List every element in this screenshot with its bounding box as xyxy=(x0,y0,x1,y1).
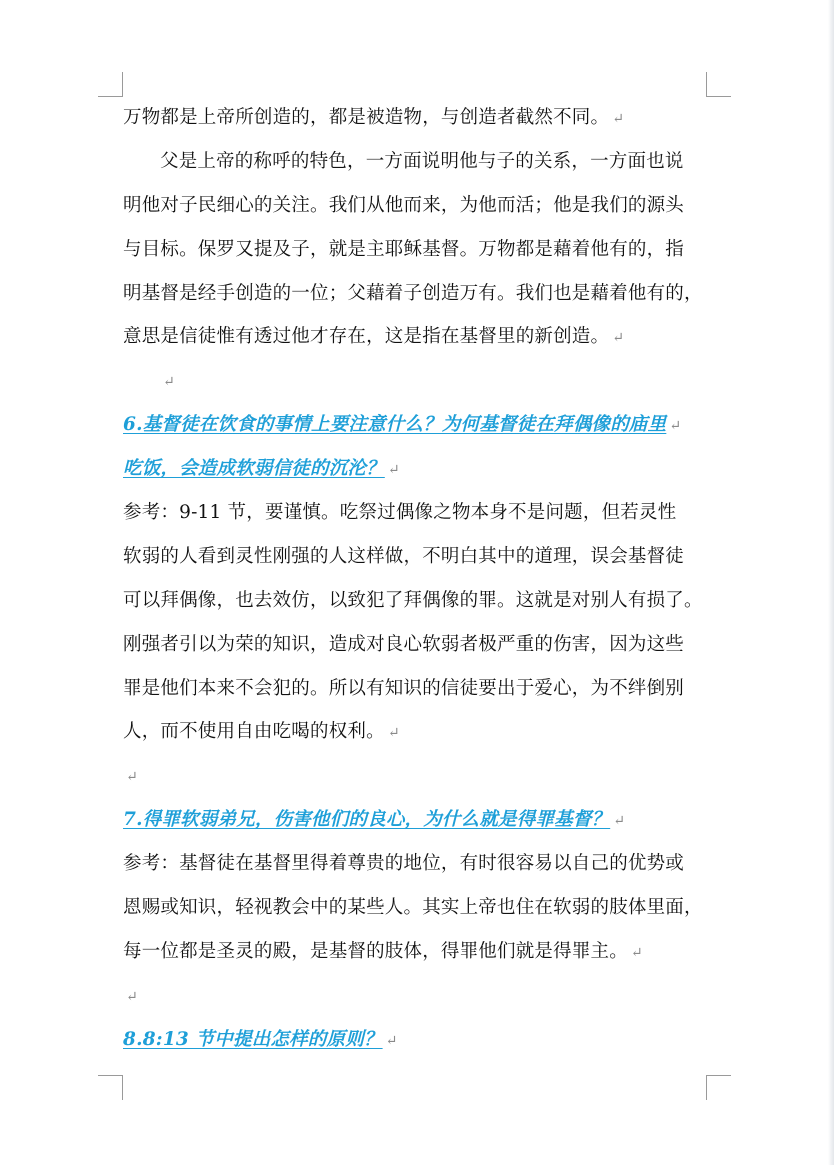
paragraph-mark-icon: ↵ xyxy=(126,769,138,786)
empty-paragraph xyxy=(123,359,708,403)
paragraph-line xyxy=(123,140,708,184)
line-text: 可以拜偶像，也去效仿，以致犯了拜偶像的罪。这就是对别人有损了。 xyxy=(123,589,703,611)
paragraph-mark-icon: ↵ xyxy=(126,988,138,1005)
paragraph-line xyxy=(123,710,708,754)
paragraph-line xyxy=(123,96,708,140)
line-text: 明基督是经手创造的一位；父藉着子创造万有。我们也是藉着他有的， xyxy=(123,282,703,304)
paragraph-line xyxy=(123,184,708,228)
paragraph-mark-icon: ↵ xyxy=(669,418,682,435)
paragraph-mark-icon: ↵ xyxy=(387,462,400,479)
paragraph-line xyxy=(123,228,708,272)
document-body[interactable] xyxy=(123,96,708,1062)
paragraph-line xyxy=(123,842,708,886)
line-text: 吃饭，会造成软弱信徒的沉沦？ xyxy=(123,458,385,480)
line-text: 软弱的人看到灵性刚强的人这样做，不明白其中的道理，误会基督徒 xyxy=(123,545,685,567)
paragraph-line xyxy=(123,623,708,667)
question-heading-line xyxy=(123,1018,708,1062)
line-text: 意思是信徒惟有透过他才存在，这是指在基督里的新创造。 xyxy=(123,326,610,348)
line-text: 6.基督徒在饮食的事情上要注意什么？为何基督徒在拜偶像的庙里 xyxy=(123,414,667,436)
margin-corner-mark-top-right xyxy=(706,72,731,97)
margin-corner-mark-bottom-left xyxy=(98,1075,123,1100)
empty-paragraph xyxy=(123,754,708,798)
question-heading-line xyxy=(123,447,708,491)
line-text: 父是上帝的称呼的特色，一方面说明他与子的关系，一方面也说 xyxy=(160,150,684,172)
paragraph-mark-icon: ↵ xyxy=(387,725,400,742)
line-text: 万物都是上帝所创造的，都是被造物，与创造者截然不同。 xyxy=(123,107,610,128)
line-text: 刚强者引以为荣的知识，造成对良心软弱者极严重的伤害，因为这些 xyxy=(123,633,685,655)
paragraph-line xyxy=(123,886,708,930)
line-text: 8.8:13 节中提出怎样的原则？ xyxy=(123,1028,383,1050)
paragraph-line xyxy=(123,315,708,359)
line-text: 罪是他们本来不会犯的。所以有知识的信徒要出于爱心，为不绊倒别 xyxy=(123,677,685,699)
paragraph-mark-icon: ↵ xyxy=(612,111,625,127)
paragraph-mark-icon: ↵ xyxy=(612,330,625,347)
line-text: 每一位都是圣灵的殿，是基督的肢体，得罪他们就是得罪主。 xyxy=(123,940,628,962)
paragraph-line xyxy=(123,491,708,535)
line-text: 7.得罪软弱弟兄，伤害他们的良心，为什么就是得罪基督？ xyxy=(123,809,611,831)
line-text: 人，而不使用自由吃喝的权利。 xyxy=(123,721,385,743)
scrollbar-gutter xyxy=(828,0,834,1165)
line-text: 恩赐或知识，轻视教会中的某些人。其实上帝也住在软弱的肢体里面， xyxy=(123,897,703,919)
paragraph-mark-icon: ↵ xyxy=(630,944,643,961)
empty-paragraph xyxy=(123,974,708,1018)
question-heading-line xyxy=(123,403,708,447)
paragraph-line xyxy=(123,579,708,623)
margin-corner-mark-top-left xyxy=(98,72,123,97)
question-heading-line xyxy=(123,798,708,842)
paragraph-line xyxy=(123,667,708,711)
line-text: 明他对子民细心的关注。我们从他而来，为他而活；他是我们的源头 xyxy=(123,194,685,216)
line-text: 参考：基督徒在基督里得着尊贵的地位，有时很容易以自己的优势或 xyxy=(123,853,685,875)
paragraph-mark-icon: ↵ xyxy=(163,374,175,391)
paragraph-mark-icon: ↵ xyxy=(385,1032,398,1049)
paragraph-mark-icon: ↵ xyxy=(613,813,626,830)
paragraph-line xyxy=(123,272,708,316)
line-text: 与目标。保罗又提及子，就是主耶稣基督。万物都是藉着他有的，指 xyxy=(123,238,685,260)
paragraph-line xyxy=(123,535,708,579)
line-text: 参考：9-11 节，要谨慎。吃祭过偶像之物本身不是问题，但若灵性 xyxy=(123,502,677,524)
margin-corner-mark-bottom-right xyxy=(706,1075,731,1100)
paragraph-line xyxy=(123,930,708,974)
